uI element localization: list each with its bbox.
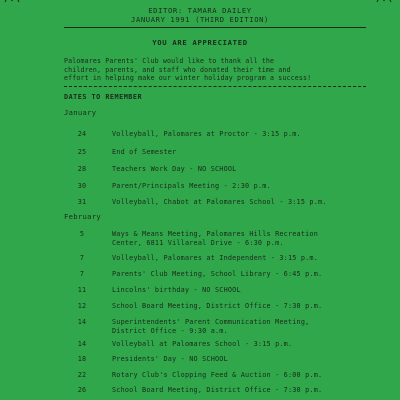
event-description: End of Semester	[112, 148, 177, 156]
event-day: 25	[77, 148, 87, 156]
event-description: Volleyball, Palomares at Independent - 3:15 p.m.	[112, 254, 319, 262]
event-description: Parents' Club Meeting, School Library - 6:45 p.m.	[112, 270, 323, 278]
appreciation-title: YOU ARE APPRECIATED	[152, 38, 248, 47]
section-divider	[64, 86, 366, 87]
event-day: 28	[77, 165, 87, 173]
event-day: 14	[77, 318, 87, 326]
event-day: 22	[77, 371, 87, 379]
event-description: Rotary Club's Clopping Feed & Auction - 6:00 p.m.	[112, 371, 323, 379]
event-day: 7	[79, 254, 85, 262]
event-day: 12	[77, 302, 87, 310]
event-day: 26	[77, 386, 87, 394]
event-description: Volleyball, Palomares at Proctor - 3:15 p.m.	[112, 130, 301, 138]
event-description: Volleyball at Palomares School - 3:15 p.m.	[112, 340, 293, 348]
event-day: 31	[77, 198, 87, 206]
event-day: 7	[79, 270, 85, 278]
header-divider	[64, 27, 366, 28]
newsletter-header	[0, 6, 400, 24]
event-description: Superintendents' Parent Communication Meeting, District Office - 9:30 a.m.	[112, 318, 310, 335]
month-january: January	[64, 108, 97, 117]
event-description: School Board Meeting, District Office - 7:30 p.m.	[112, 302, 323, 310]
edition-line: JANUARY 1991 (THIRD EDITION)	[131, 15, 269, 24]
event-description: Lincolns' birthday - NO SCHOOL	[112, 286, 241, 294]
editor-line: EDITOR: TAMARA DAILEY	[148, 6, 252, 15]
event-day: 30	[77, 182, 87, 190]
appreciation-text	[64, 57, 370, 83]
event-description: Volleyball, Chabot at Palomares School - 3:15 p.m.	[112, 198, 327, 206]
appreciation-line: effort in helping make our winter holiday program a success!	[64, 74, 312, 83]
event-description: Ways & Means Meeting, Palomares Hills Recreation Center, 6811 Villareal Drive - 6:30 p.m.	[112, 230, 319, 247]
event-day: 18	[77, 355, 87, 363]
event-description: School Board Meeting, District Office - 7:30 p.m.	[112, 386, 323, 394]
event-description: Presidents' Day - NO SCHOOL	[112, 355, 228, 363]
event-description: Teachers Work Day - NO SCHOOL	[112, 165, 237, 173]
event-day: 24	[77, 130, 87, 138]
event-day: 14	[77, 340, 87, 348]
event-description: Parent/Principals Meeting - 2:30 p.m.	[112, 182, 271, 190]
event-day: 5	[79, 230, 85, 238]
month-february: February	[64, 212, 102, 221]
appreciation-line: children, parents, and staff who donated their time and	[64, 65, 291, 74]
dates-heading: DATES TO REMEMBER	[64, 93, 143, 101]
appreciation-line: Palomares Parents' Club would like to thank all the	[64, 57, 275, 65]
event-day: 11	[77, 286, 87, 294]
